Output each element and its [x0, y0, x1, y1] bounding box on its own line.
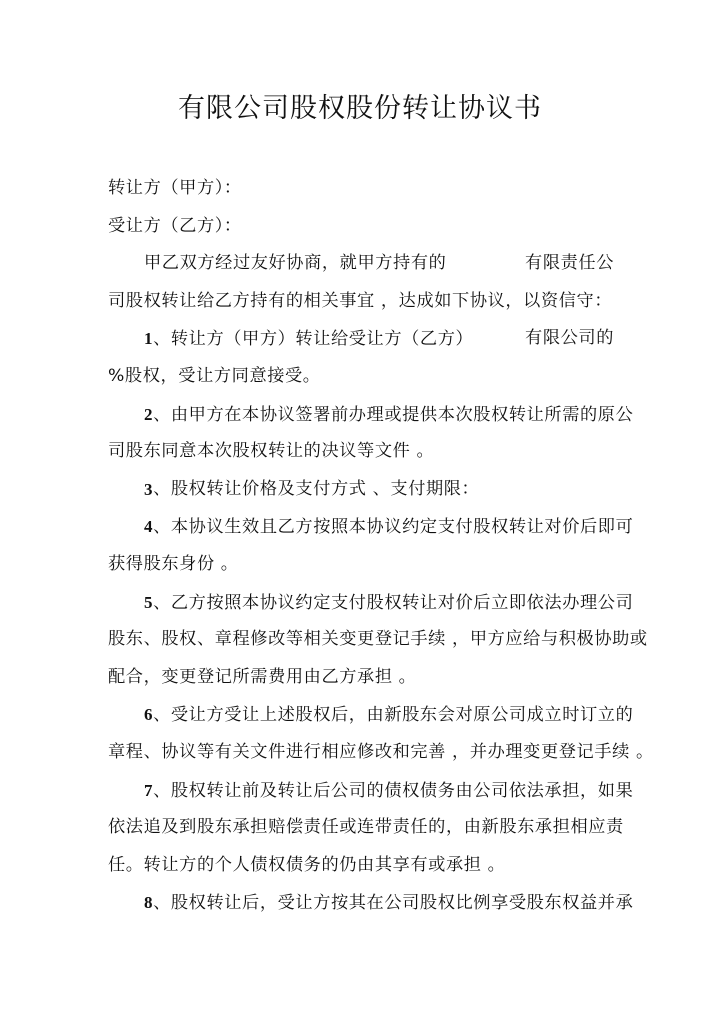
- clause-1-text-a: 、转让方（甲方）转让给受让方（乙方）: [153, 329, 474, 350]
- clause-1-text-b: 有限公司的: [525, 328, 614, 349]
- preamble-text-a: 甲乙双方经过友好协商，就甲方持有的: [144, 253, 447, 274]
- clause-6-text-b: 章程、协议等有关文件进行相应修改和完善 ，并办理变更登记手续 。: [108, 741, 654, 762]
- transferor-label: 转让方（甲方）：: [108, 178, 242, 198]
- clause-7-line-1: [108, 772, 634, 810]
- clause-2-text-b: 司股东同意本次股权转让的决议等文件 。: [108, 441, 435, 462]
- clause-5-line-1: [108, 584, 634, 622]
- clause-4-line-2: [108, 546, 614, 584]
- clause-1-line-2: [108, 358, 614, 396]
- clause-4-number: 4: [144, 517, 154, 537]
- clause-7-number: 7: [144, 780, 154, 800]
- clause-4-line-1: [108, 508, 634, 546]
- clause-6-number: 6: [144, 705, 154, 725]
- clause-8-number: 8: [144, 893, 154, 913]
- clause-1-text-c: %股权，受让方同意接受。: [108, 365, 321, 386]
- preamble-text-b: 有限责任公: [525, 253, 614, 274]
- clause-3-line-1: [108, 471, 614, 509]
- clause-2-line-2: [108, 433, 614, 471]
- clause-7-line-2: [108, 809, 624, 847]
- clause-7-text-c: 任。转让方的个人债权债务的仍由其享有或承担 。: [108, 854, 506, 875]
- clause-1-number: 1: [144, 329, 154, 349]
- clause-7-line-3: [108, 847, 614, 885]
- clause-2-text-a: 、由甲方在本协议签署前办理或提供本次股权转让所需的原公: [153, 404, 634, 425]
- preamble-line-1: [108, 245, 614, 283]
- clause-2-line-1: [108, 396, 634, 434]
- clause-5-line-2: [108, 621, 648, 659]
- document-title: 有限公司股权股份转让协议书: [178, 93, 542, 124]
- clause-3-number: 3: [144, 479, 154, 499]
- clause-7-text-b: 依法追及到股东承担赔偿责任或连带责任的，由新股东承担相应责: [108, 817, 624, 838]
- clause-6-line-1: [108, 696, 634, 734]
- clause-6-line-2: [108, 734, 654, 772]
- clause-6-text-a: 、受让方受让上述股权后，由新股东会对原公司成立时订立的: [153, 705, 634, 726]
- clause-1-line-1: [108, 320, 614, 358]
- clause-8-text-a: 、股权转让后，受让方按其在公司股权比例享受股东权益并承: [153, 893, 634, 914]
- clause-8-line-1: [108, 884, 634, 922]
- clause-5-text-b: 股东、股权、章程修改等相关变更登记手续 ，甲方应给与积极协助或: [108, 629, 648, 650]
- preamble-line-2: [108, 283, 614, 321]
- document-body: [108, 170, 654, 922]
- clause-2-number: 2: [144, 404, 154, 424]
- clause-7-text-a: 、股权转让前及转让后公司的债权债务由公司依法承担，如果: [153, 780, 634, 801]
- transferor-line: [108, 170, 614, 208]
- clause-4-text-a: 、本协议生效且乙方按照本协议约定支付股权转让对价后即可: [153, 517, 634, 538]
- transferee-line: [108, 208, 614, 246]
- clause-5-text-c: 配合，变更登记所需费用由乙方承担 。: [108, 666, 417, 687]
- clause-5-line-3: [108, 659, 614, 697]
- transferee-label: 受让方（乙方）：: [108, 215, 242, 236]
- clause-3-text-a: 、股权转让价格及支付方式 、支付期限：: [153, 478, 480, 499]
- clause-5-text-a: 、乙方按照本协议约定支付股权转让对价后立即依法办理公司: [153, 592, 634, 613]
- clause-4-text-b: 获得股东身份 。: [108, 553, 239, 574]
- clause-5-number: 5: [144, 592, 154, 612]
- preamble-text-c: 司股权转让给乙方持有的相关事宜 ，达成如下协议，以资信守：: [108, 290, 613, 311]
